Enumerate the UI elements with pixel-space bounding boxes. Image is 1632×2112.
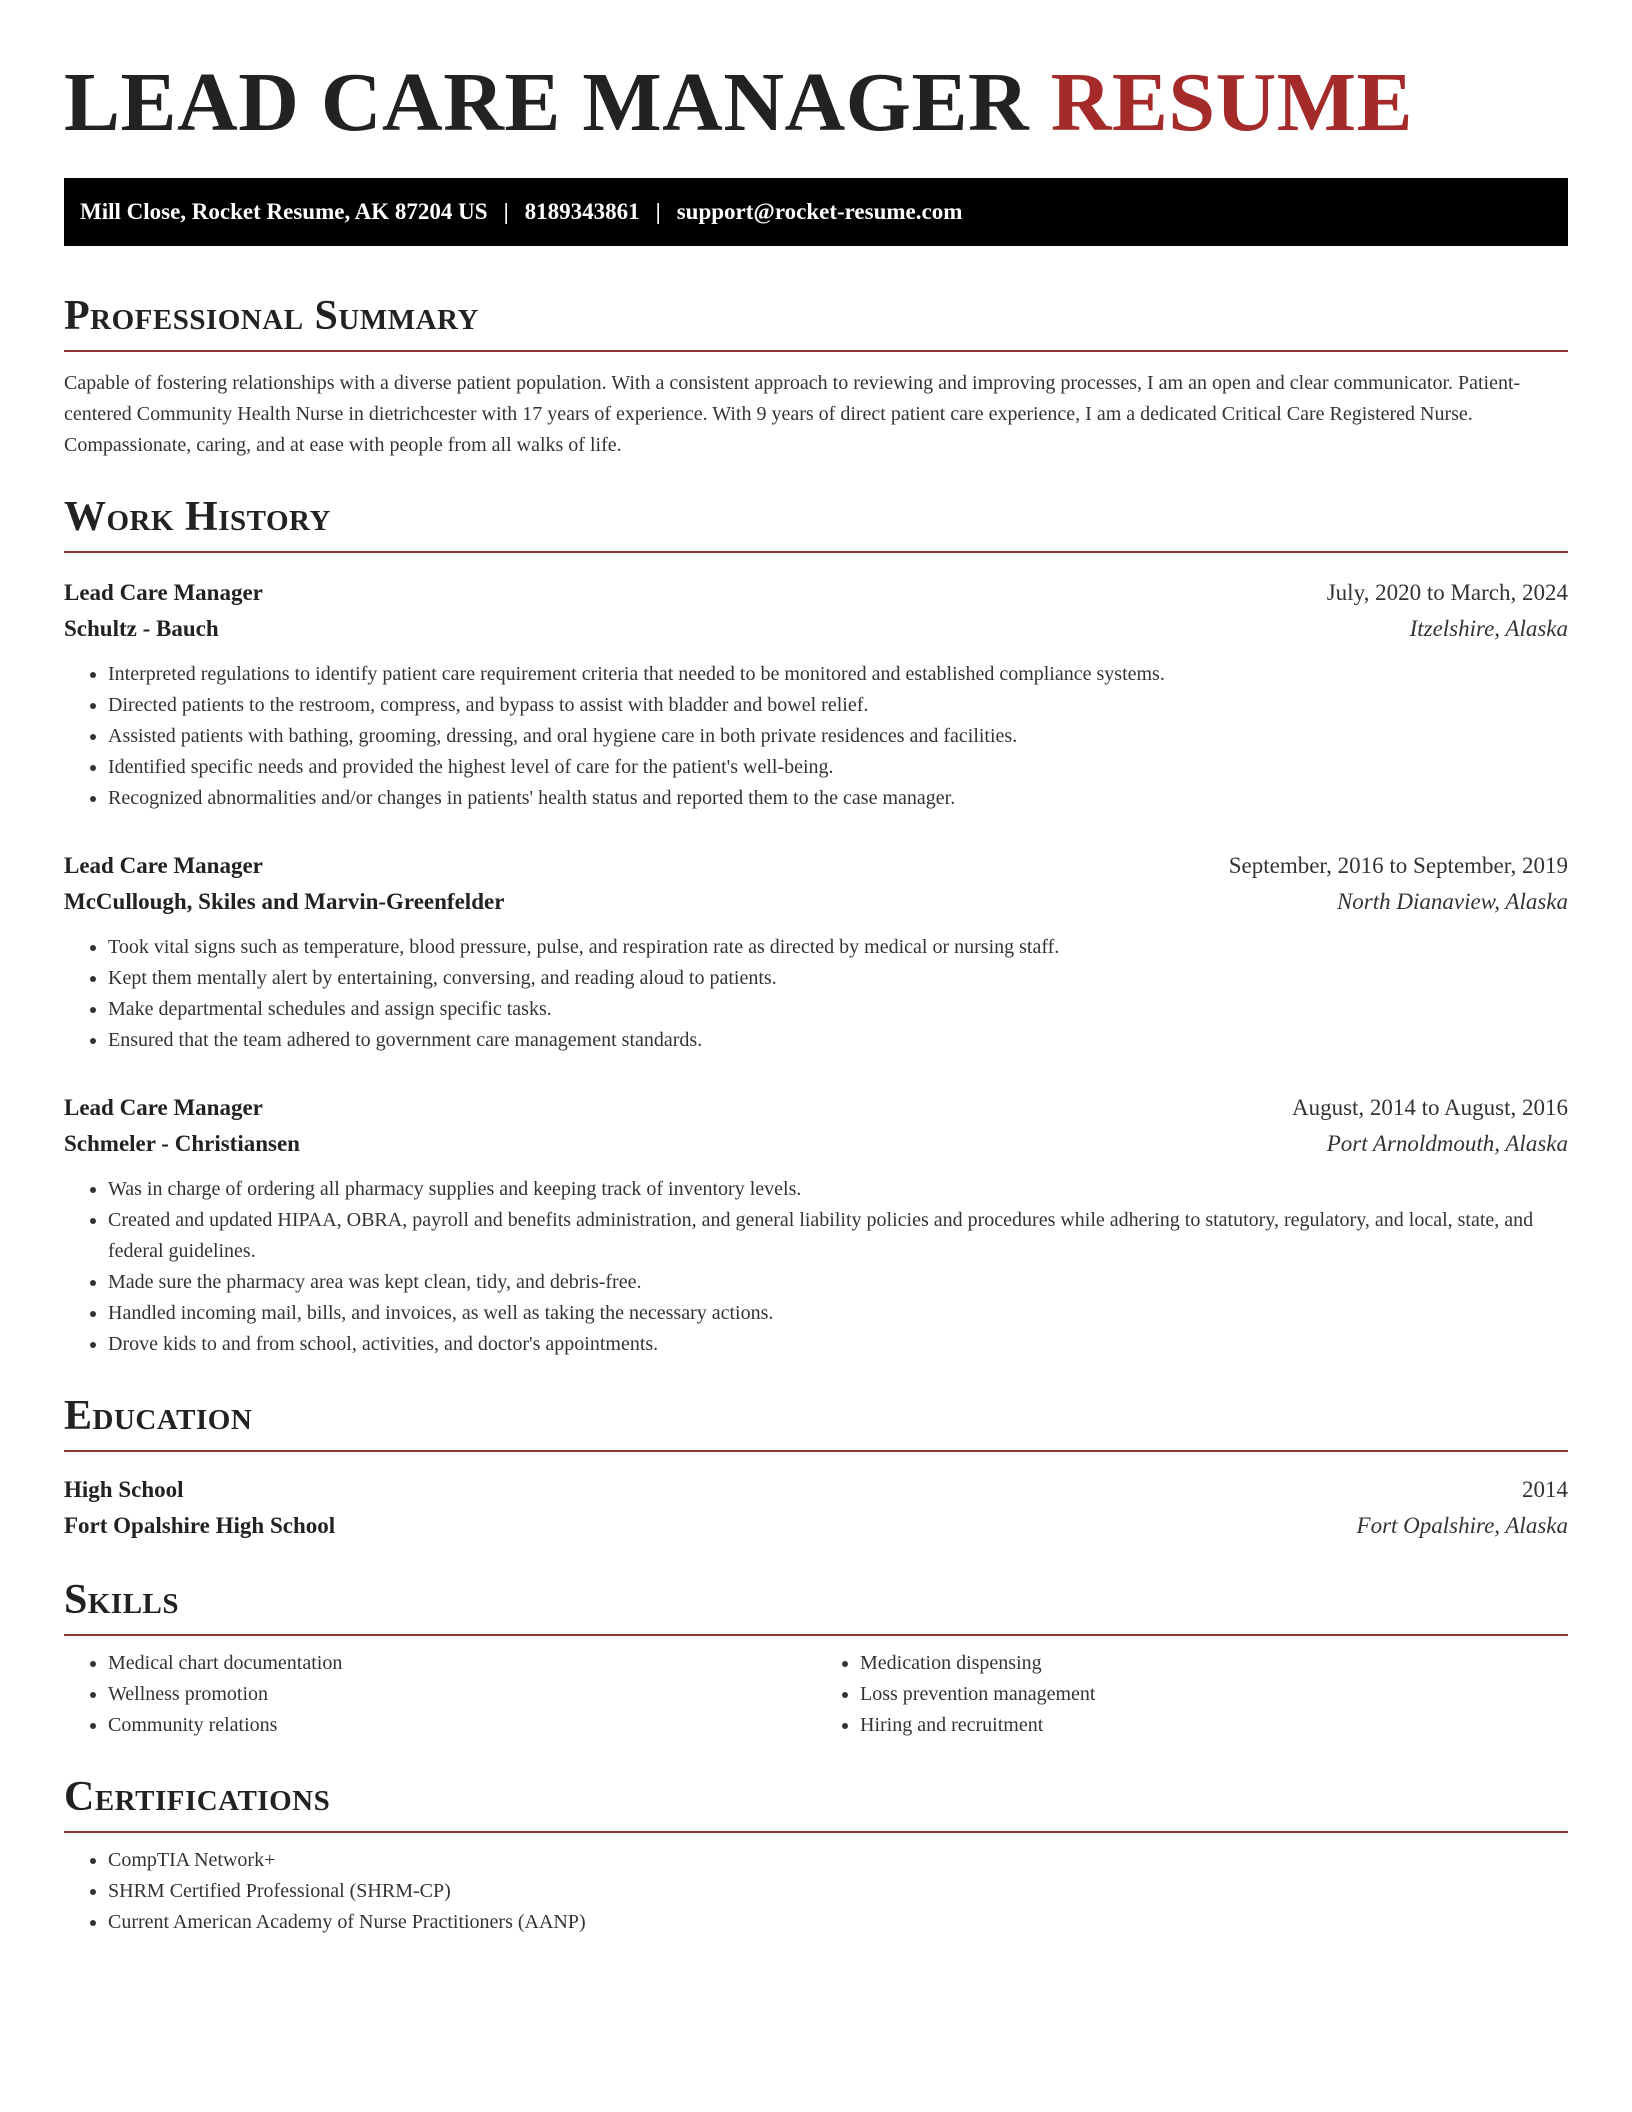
section-divider	[64, 551, 1568, 553]
job-bullet: • Ensured that the team adhered to government care management standards.	[108, 1025, 1568, 1056]
skill-item: • Hiring and recruitment	[860, 1710, 1568, 1741]
job-bullet: • Interpreted regulations to identify patient care requirement criteria that needed to be monitored and established compliance systems.	[108, 659, 1568, 690]
work-history-heading: Work History	[64, 494, 331, 540]
education-entry	[64, 1472, 1568, 1544]
job-bullet: • Make departmental schedules and assign specific tasks.	[108, 994, 1568, 1025]
job-title: Lead Care Manager	[64, 853, 263, 878]
job-entry	[64, 575, 1568, 814]
skill-item: • Wellness promotion	[108, 1679, 816, 1710]
skills-column-2	[816, 1648, 1568, 1741]
job-bullet: • Took vital signs such as temperature, blood pressure, pulse, and respiration rate as directed by medical or nursing staff.	[108, 932, 1568, 963]
job-title: Lead Care Manager	[64, 580, 263, 605]
job-company-row	[64, 611, 1568, 647]
job-bullet: • Kept them mentally alert by entertaining, conversing, and reading aloud to patients.	[108, 963, 1568, 994]
job-bullet: • Directed patients to the restroom, compress, and bypass to assist with bladder and bowel relief.	[108, 690, 1568, 721]
skills-column-1	[64, 1648, 816, 1741]
title-main: LEAD CARE MANAGER	[64, 56, 1030, 149]
certifications-section	[64, 1771, 1568, 1938]
contact-address: Mill Close, Rocket Resume, AK 87204 US	[80, 199, 488, 224]
skill-item: • Medication dispensing	[860, 1648, 1568, 1679]
education-year: 2014	[1522, 1477, 1568, 1502]
job-dates: July, 2020 to March, 2024	[1326, 580, 1568, 605]
certifications-heading: Certifications	[64, 1774, 331, 1820]
job-entry	[64, 848, 1568, 1056]
job-company: Schultz - Bauch	[64, 616, 219, 641]
skill-item: • Community relations	[108, 1710, 816, 1741]
job-location: Port Arnoldmouth, Alaska	[1326, 1131, 1568, 1156]
job-title: Lead Care Manager	[64, 1095, 263, 1120]
job-bullet: • Assisted patients with bathing, grooming, dressing, and oral hygiene care in both private residences and facilities.	[108, 721, 1568, 752]
education-degree: High School	[64, 1477, 184, 1502]
job-bullet: • Made sure the pharmacy area was kept clean, tidy, and debris-free.	[108, 1267, 1568, 1298]
education-school-row	[64, 1508, 1568, 1544]
job-bullets	[64, 659, 1568, 814]
job-company: Schmeler - Christiansen	[64, 1131, 300, 1156]
education-degree-row	[64, 1472, 1568, 1508]
job-company-row	[64, 1126, 1568, 1162]
job-bullets	[64, 932, 1568, 1056]
job-entry	[64, 1090, 1568, 1360]
job-header-row	[64, 1090, 1568, 1126]
job-dates: September, 2016 to September, 2019	[1228, 853, 1568, 878]
skills-heading: Skills	[64, 1577, 180, 1623]
summary-section	[64, 290, 1568, 461]
certification-item: • Current American Academy of Nurse Practitioners (AANP)	[108, 1907, 1568, 1938]
job-company-row	[64, 884, 1568, 920]
job-location: Itzelshire, Alaska	[1409, 616, 1568, 641]
job-header-row	[64, 848, 1568, 884]
summary-heading: Professional Summary	[64, 293, 479, 339]
summary-text: Capable of fostering relationships with a diverse patient population. With a consistent approach to reviewing and improving processes, I am an open and clear communicator. Patient-centered Community Health Nurse in dietrichcester with 17 years of experience. With 9 years of direct patient care experience, I am a dedicated Critical Care Registered Nurse. Compassionate, caring, and at ease with people from all walks of life.	[64, 372, 1521, 456]
certifications-list	[64, 1845, 1568, 1938]
job-bullet: • Handled incoming mail, bills, and invoices, as well as taking the necessary actions.	[108, 1298, 1568, 1329]
education-heading: Education	[64, 1393, 253, 1439]
section-divider	[64, 1634, 1568, 1636]
skills-section	[64, 1574, 1568, 1741]
skill-item: • Medical chart documentation	[108, 1648, 816, 1679]
contact-separator: |	[503, 199, 509, 224]
work-history-section	[64, 491, 1568, 1360]
job-bullet: • Identified specific needs and provided the highest level of care for the patient's well-being.	[108, 752, 1568, 783]
job-header-row	[64, 575, 1568, 611]
education-location: Fort Opalshire, Alaska	[1356, 1513, 1568, 1538]
section-divider	[64, 1831, 1568, 1833]
title-accent: RESUME	[1050, 56, 1414, 149]
contact-email: support@rocket-resume.com	[676, 199, 963, 224]
job-company: McCullough, Skiles and Marvin-Greenfelder	[64, 889, 505, 914]
certification-item: • SHRM Certified Professional (SHRM-CP)	[108, 1876, 1568, 1907]
contact-separator: |	[655, 199, 661, 224]
job-location: North Dianaview, Alaska	[1336, 889, 1568, 914]
job-bullet: • Was in charge of ordering all pharmacy supplies and keeping track of inventory levels.	[108, 1174, 1568, 1205]
section-divider	[64, 350, 1568, 352]
education-section	[64, 1390, 1568, 1544]
contact-phone: 8189343861	[524, 199, 640, 224]
resume-title	[64, 54, 1568, 152]
certification-item: • CompTIA Network+	[108, 1845, 1568, 1876]
skill-item: • Loss prevention management	[860, 1679, 1568, 1710]
education-school: Fort Opalshire High School	[64, 1513, 336, 1538]
contact-bar	[64, 178, 1568, 246]
job-bullet: • Created and updated HIPAA, OBRA, payroll and benefits administration, and general liability policies and procedures while adhering to statutory, regulatory, and local, state, and federal guidelines.	[108, 1205, 1568, 1267]
section-divider	[64, 1450, 1568, 1452]
job-bullet: • Drove kids to and from school, activities, and doctor's appointments.	[108, 1329, 1568, 1360]
job-bullets	[64, 1174, 1568, 1360]
job-bullet: • Recognized abnormalities and/or changes in patients' health status and reported them to the case manager.	[108, 783, 1568, 814]
skills-grid	[64, 1648, 1568, 1741]
job-dates: August, 2014 to August, 2016	[1291, 1095, 1568, 1120]
